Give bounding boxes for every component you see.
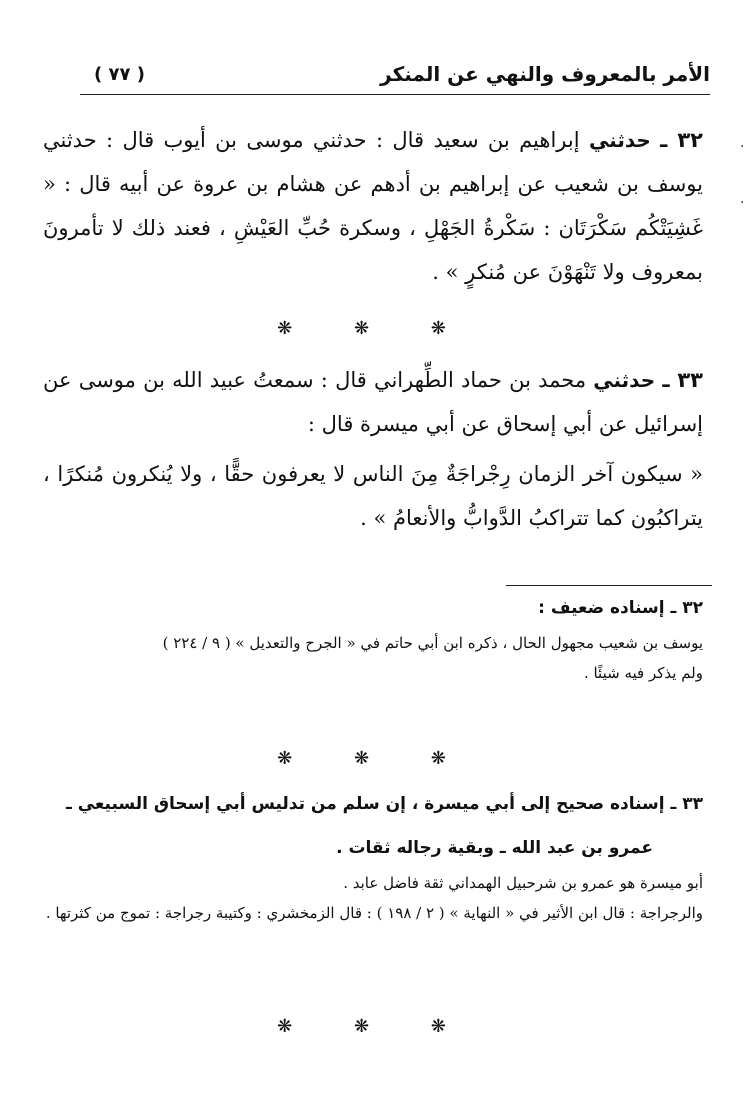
notes-separator: ❋ ❋ ❋ [277,748,474,769]
note-33-heading: عمرو بن عبد الله ـ وبقية رجاله ثقات . [336,838,653,858]
header-title: الأمر بالمعروف والنهي عن المنكر [380,62,710,86]
footnote-rule [506,585,712,586]
margin-mark: . [740,135,745,151]
note-33-line: أبو ميسرة هو عمرو بن شرحبيل الهمداني ثقة فاضل عابد . [343,874,703,892]
note-33-line: والرجراجة : قال ابن الأثير في « النهاية » ( ٢ / ١٩٨ ) : قال الزمخشري : وكتيبة رجراجة : تموج من كثرتها . [45,904,703,922]
hadith-label: حدثني [588,128,651,152]
hadith-33 [43,358,703,446]
note-32-heading: ٣٢ ـ إسناده ضعيف : [538,598,703,618]
page-number: ( ٧٧ ) [94,64,145,85]
note-32-line: يوسف بن شعيب مجهول الحال ، ذكره ابن أبي حاتم في « الجرح والتعديل » ( ٩ / ٢٢٤ ) [162,634,703,652]
running-header [80,60,710,92]
hadith-text: إبراهيم بن سعيد قال : حدثني موسى بن أيوب قال : حدثني يوسف بن شعيب عن إبراهيم بن أدهم عن هشام بن عروة عن أبيه قال : « غَشِيَتْكُم سَكْرَتَان : سَكْرةُ الجَهْلِ ، وسكرة حُبِّ العَيْشِ ، فعند ذلك لا تأمرونَ بمعروف ولا تَنْهَوْنَ عن مُنكرٍ » . [43,128,703,284]
margin-mark: · [740,195,745,211]
section-separator: ❋ ❋ ❋ [277,318,474,339]
end-separator: ❋ ❋ ❋ [277,1016,474,1037]
note-32-line: ولم يذكر فيه شيئًا . [583,664,703,682]
hadith-number: ٣٣ ـ [662,368,703,392]
note-33-heading: ٣٣ ـ إسناده صحيح إلى أبي ميسرة ، إن سلم من تدليس أبي إسحاق السبيعي ـ [66,794,703,814]
header-rule [80,94,710,95]
hadith-label: حدثني [593,368,656,392]
hadith-number: ٣٢ ـ [660,128,703,152]
hadith-32 [43,118,703,294]
hadith-33-quote: « سيكون آخر الزمان رِجْراجَةٌ مِنَ الناس لا يعرفون حقًّا ، ولا يُنكرون مُنكرًا ، يتراكبُون كما تتراكبُ الدَّوابُّ والأنعامُ » . [43,462,703,530]
hadith-text: محمد بن حماد الطِّهراني قال : سمعتُ عبيد الله بن موسى عن إسرائيل عن أبي إسحاق عن أبي ميسرة قال : [43,368,703,436]
